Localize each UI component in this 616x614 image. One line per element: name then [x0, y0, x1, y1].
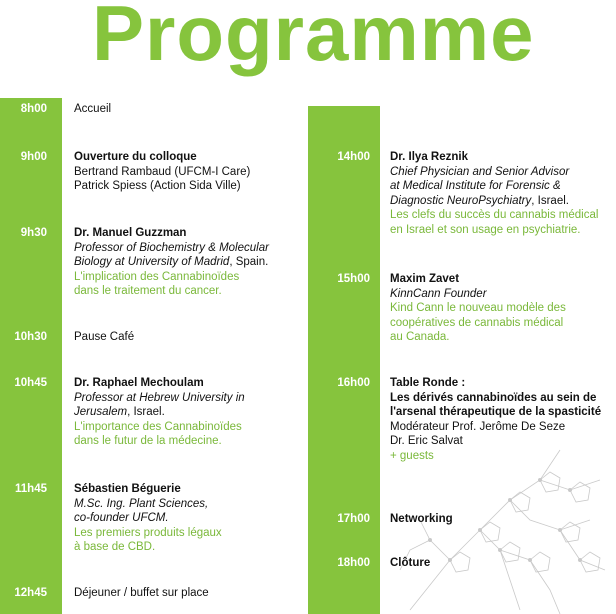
entry-line — [74, 526, 302, 541]
entry-text: + guests — [390, 449, 434, 462]
time-label: 12h45 — [14, 587, 47, 599]
entry-line — [74, 482, 302, 497]
schedule-entry — [74, 226, 302, 299]
entry-text: l'arsenal thérapeutique de la spasticité — [390, 406, 602, 418]
entry-line — [74, 586, 302, 601]
right-time-column — [308, 106, 380, 614]
entry-line — [390, 330, 614, 345]
schedule-entry — [390, 556, 614, 571]
entry-line — [74, 330, 302, 345]
entry-text: L'implication des Cannabinoïdes — [74, 270, 240, 283]
entry-text: Dr. Eric Salvat — [390, 435, 463, 447]
entry-text: Déjeuner / buffet sur place — [74, 587, 209, 599]
schedule-entry — [74, 330, 302, 345]
entry-line — [74, 405, 302, 420]
entry-line — [390, 223, 614, 238]
entry-line — [74, 150, 302, 165]
entry-suffix: , Spain. — [229, 256, 269, 268]
entry-suffix: , Israel. — [531, 194, 569, 207]
entry-text: KinnCann Founder — [390, 287, 487, 300]
entry-text: Patrick Spiess (Action Sida Ville) — [74, 180, 241, 192]
entry-line — [390, 449, 614, 464]
entry-text: Les premiers produits légaux — [74, 526, 222, 539]
entry-text: Dr. Manuel Guzzman — [74, 227, 187, 239]
schedule-entry — [74, 376, 302, 449]
entry-text: M.Sc. Ing. Plant Sciences, — [74, 497, 209, 510]
entry-line — [390, 165, 614, 180]
time-label: 16h00 — [337, 377, 370, 389]
entry-text: Sébastien Béguerie — [74, 483, 181, 495]
entry-text: dans le futur de la médecine. — [74, 435, 222, 447]
entry-line — [390, 208, 614, 223]
time-label: 9h30 — [20, 227, 47, 239]
entry-line — [74, 420, 302, 435]
entry-line — [390, 316, 614, 331]
entry-line — [390, 434, 614, 449]
entry-text: au Canada. — [390, 331, 450, 343]
entry-text: Jerusalem — [74, 406, 128, 418]
entry-text: coopératives de cannabis médical — [390, 316, 564, 329]
entry-text: Pause Café — [74, 331, 135, 343]
entry-line — [390, 179, 614, 194]
schedule-entry — [74, 150, 302, 194]
schedule-entry — [390, 272, 614, 345]
entry-line — [74, 540, 302, 555]
entry-text: à base de CBD. — [74, 541, 156, 553]
entry-line — [390, 512, 614, 527]
entry-text: Maxim Zavet — [390, 273, 460, 285]
entry-text: Les dérivés cannabinoïdes au sein de — [390, 391, 597, 404]
time-label: 8h00 — [20, 103, 47, 115]
entry-line — [74, 255, 302, 270]
time-label: 11h45 — [15, 483, 47, 495]
entry-text: Biology at University of Madrid — [74, 256, 230, 268]
entry-line — [74, 179, 302, 194]
schedule-entry — [74, 586, 302, 601]
schedule-entry — [74, 482, 302, 555]
entry-line — [390, 376, 614, 391]
entry-line — [74, 391, 302, 406]
entry-text: L'importance des Cannabinoïdes — [74, 420, 242, 433]
molecule-decoration-icon — [390, 440, 616, 614]
entry-text: Clôture — [390, 557, 431, 569]
entry-text: Dr. Raphael Mechoulam — [74, 377, 204, 389]
entry-line — [74, 511, 302, 526]
entry-text: Diagnostic NeuroPsychiatry — [390, 194, 532, 207]
time-label: 10h45 — [14, 377, 47, 389]
entry-text: Professor at Hebrew University in — [74, 391, 245, 404]
entry-text: dans le traitement du cancer. — [74, 285, 222, 297]
entry-line — [390, 391, 614, 406]
schedule-entry — [74, 102, 302, 117]
entry-line — [390, 301, 614, 316]
entry-line — [390, 150, 614, 165]
schedule-entry — [390, 376, 614, 463]
entry-line — [74, 226, 302, 241]
entry-text: Ouverture du colloque — [74, 151, 197, 163]
entry-text: Chief Physician and Senior Advisor — [390, 165, 570, 178]
entry-line — [74, 102, 302, 117]
entry-text: en Israel et son usage en psychiatrie. — [390, 223, 581, 236]
left-time-column — [0, 98, 62, 614]
entry-line — [74, 284, 302, 299]
entry-line — [74, 165, 302, 180]
entry-text: Modérateur Prof. Jerôme De Seze — [390, 420, 566, 433]
entry-text: Kind Cann le nouveau modèle des — [390, 302, 566, 314]
time-label: 9h00 — [20, 151, 47, 163]
entry-line — [390, 556, 614, 571]
entry-text: Dr. Ilya Reznik — [390, 151, 468, 163]
time-label: 10h30 — [14, 331, 47, 343]
entry-line — [390, 272, 614, 287]
entry-line — [390, 405, 614, 420]
entry-text: Networking — [390, 513, 453, 525]
entry-line — [74, 376, 302, 391]
entry-line — [390, 194, 614, 209]
entry-line — [390, 287, 614, 302]
page-title: Programme — [92, 0, 535, 77]
entry-line — [390, 420, 614, 435]
schedule-entry — [390, 512, 614, 527]
entry-text: Table Ronde : — [390, 377, 466, 389]
time-label: 18h00 — [337, 557, 370, 569]
entry-line — [74, 241, 302, 256]
schedule-entry — [390, 150, 614, 237]
time-label: 17h00 — [337, 513, 370, 525]
entry-text: at Medical Institute for Forensic & — [390, 180, 561, 192]
entry-text: Bertrand Rambaud (UFCM-I Care) — [74, 165, 251, 178]
entry-text: Accueil — [74, 103, 112, 115]
entry-suffix: , Israel. — [127, 406, 165, 418]
entry-line — [74, 434, 302, 449]
entry-text: co-founder UFCM. — [74, 512, 169, 524]
time-label: 15h00 — [337, 273, 370, 285]
entry-line — [74, 270, 302, 285]
entry-text: Les clefs du succès du cannabis médical — [390, 209, 599, 221]
entry-line — [74, 497, 302, 512]
entry-text: Professor of Biochemistry & Molecular — [74, 241, 269, 254]
time-label: 14h00 — [337, 151, 370, 163]
